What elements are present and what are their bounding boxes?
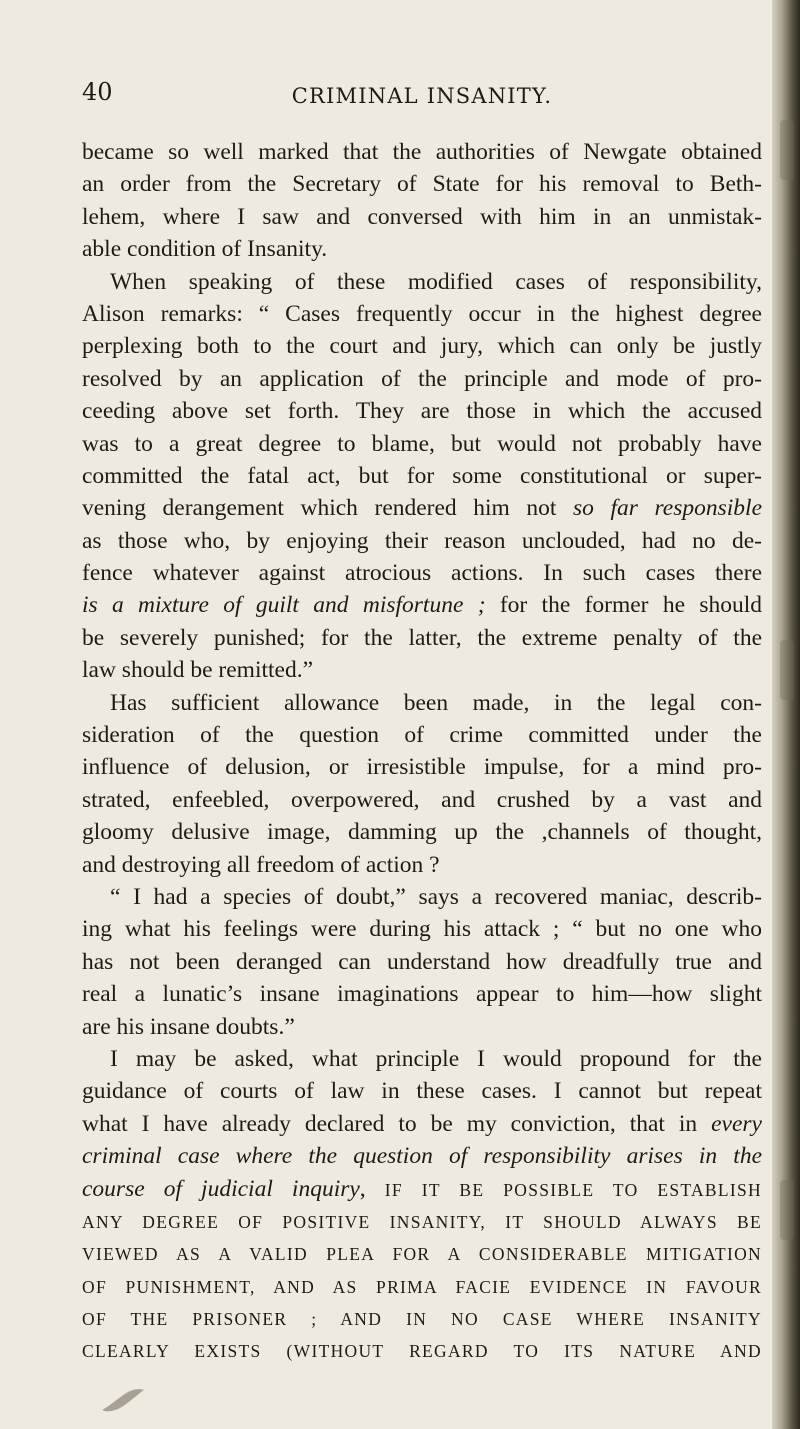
- italic-text: course of judicial inquiry: [82, 1175, 360, 1202]
- text-line: [82, 363, 762, 395]
- line-text: was to a great degree to blame, but would not probably have: [82, 430, 762, 457]
- line-text: fence whatever against atrocious actions. In such cases there: [82, 560, 762, 587]
- line-text: When speaking of these modified cases of responsibility,: [110, 268, 762, 295]
- line-text-after: for the former he should: [485, 592, 762, 619]
- text-line: [82, 589, 762, 621]
- line-text: real a lunatic’s insane imaginations appear to him—how slight: [82, 981, 762, 1008]
- page-edge-shadow: [772, 0, 800, 1429]
- text-line: [82, 298, 762, 330]
- page-number: 40: [82, 78, 113, 106]
- text-line: [82, 1075, 762, 1107]
- text-line: [82, 687, 762, 719]
- line-text: has not been deranged can understand how dreadfully true and: [82, 948, 762, 975]
- body-text: [82, 136, 762, 1367]
- line-text: vening derangement which rendered him not: [82, 495, 574, 522]
- text-line: [82, 525, 762, 557]
- text-line: [82, 395, 762, 427]
- text-line: [82, 1270, 762, 1302]
- line-text: as those who, by enjoying their reason unclouded, had no de-: [82, 527, 762, 554]
- line-text: strated, enfeebled, overpowered, and crushed by a vast and: [82, 786, 762, 813]
- text-line: [82, 751, 762, 783]
- ink-smudge-mark: [100, 1384, 146, 1414]
- text-line: [82, 719, 762, 751]
- italic-text: criminal case where the question of responsibility arises in the: [82, 1143, 762, 1170]
- text-line: [82, 136, 762, 168]
- small-caps-text: OF PUNISHMENT, AND AS PRIMA FACIE EVIDENCE IN FAVOUR: [82, 1276, 762, 1297]
- line-text: lehem, where I saw and conversed with him in an unmistak-: [82, 203, 762, 230]
- page-header: [82, 78, 762, 118]
- line-text: “ I had a species of doubt,” says a recovered maniac, describ-: [110, 883, 762, 910]
- text-line: [82, 201, 762, 233]
- line-text: I may be asked, what principle I would propound for the: [110, 1045, 762, 1072]
- line-text: an order from the Secretary of State for his removal to Beth-: [82, 171, 762, 198]
- text-line: [82, 1043, 762, 1075]
- text-line: [82, 1302, 762, 1334]
- text-line: [82, 881, 762, 913]
- small-caps-text: VIEWED AS A VALID PLEA FOR A CONSIDERABLE MITIGATION: [82, 1244, 762, 1265]
- text-line: [82, 1173, 762, 1205]
- small-caps-text: ANY DEGREE OF POSITIVE INSANITY, IT SHOULD ALWAYS BE: [82, 1211, 762, 1232]
- text-line: [82, 654, 762, 686]
- italic-text: so far responsible: [573, 495, 762, 522]
- text-line: [82, 168, 762, 200]
- line-text: became so well marked that the authorities of Newgate obtained: [82, 139, 762, 165]
- edge-stain: [780, 120, 794, 180]
- text-line: [82, 816, 762, 848]
- line-text: be severely punished; for the latter, the extreme penalty of the: [82, 624, 762, 651]
- line-text: what I have already declared to be my conviction, that in: [82, 1110, 712, 1137]
- line-text: influence of delusion, or irresistible impulse, for a mind pro-: [82, 754, 762, 781]
- text-line: [82, 978, 762, 1010]
- text-line: [82, 622, 762, 654]
- line-text: ing what his feelings were during his attack ; “ but no one who: [82, 916, 762, 943]
- text-line: [82, 428, 762, 460]
- line-text: Alison remarks: “ Cases frequently occur in the highest degree: [82, 300, 762, 327]
- line-text: and destroying all freedom of action ?: [82, 851, 440, 878]
- line-text: gloomy delusive image, damming up the ,channels of thought,: [82, 819, 762, 846]
- line-text: are his insane doubts.”: [82, 1013, 295, 1040]
- text-line: [82, 1108, 762, 1140]
- line-text: able condition of Insanity.: [82, 236, 328, 263]
- text-line: [82, 913, 762, 945]
- text-line: [82, 266, 762, 298]
- text-line: [82, 946, 762, 978]
- line-text: sideration of the question of crime committed under the: [82, 722, 762, 749]
- small-caps-text: CLEARLY EXISTS (WITHOUT REGARD TO ITS NATURE AND: [82, 1341, 762, 1362]
- line-text: committed the fatal act, but for some constitutional or super-: [82, 462, 762, 489]
- running-head: CRIMINAL INSANITY.: [291, 84, 553, 108]
- text-line: [82, 849, 762, 881]
- small-caps-text: IF IT BE POSSIBLE TO ESTABLISH: [384, 1179, 762, 1200]
- line-text: Has sufficient allowance been made, in the legal con-: [110, 689, 762, 716]
- edge-stain: [780, 640, 794, 700]
- italic-text: is a mixture of guilt and misfortune ;: [82, 592, 486, 619]
- line-text: resolved by an application of the principle and mode of pro-: [82, 365, 762, 392]
- line-text: perplexing both to the court and jury, which can only be justly: [82, 333, 762, 360]
- text-line: [82, 460, 762, 492]
- text-line: [82, 330, 762, 362]
- line-text-after: ,: [359, 1175, 385, 1202]
- text-line: [82, 557, 762, 589]
- text-line: [82, 784, 762, 816]
- line-text: guidance of courts of law in these cases. I cannot but repeat: [82, 1078, 762, 1105]
- text-line: [82, 1140, 762, 1172]
- text-line: [82, 233, 762, 265]
- italic-text: every: [711, 1110, 762, 1137]
- text-line: [82, 492, 762, 524]
- line-text: ceeding above set forth. They are those in which the accused: [82, 398, 762, 425]
- edge-stain: [780, 1180, 794, 1240]
- text-line: [82, 1011, 762, 1043]
- text-line: [82, 1237, 762, 1269]
- text-line: [82, 1205, 762, 1237]
- text-line: [82, 1334, 762, 1366]
- line-text: law should be remitted.”: [82, 657, 314, 684]
- small-caps-text: OF THE PRISONER ; AND IN NO CASE WHERE INSANITY: [82, 1309, 762, 1330]
